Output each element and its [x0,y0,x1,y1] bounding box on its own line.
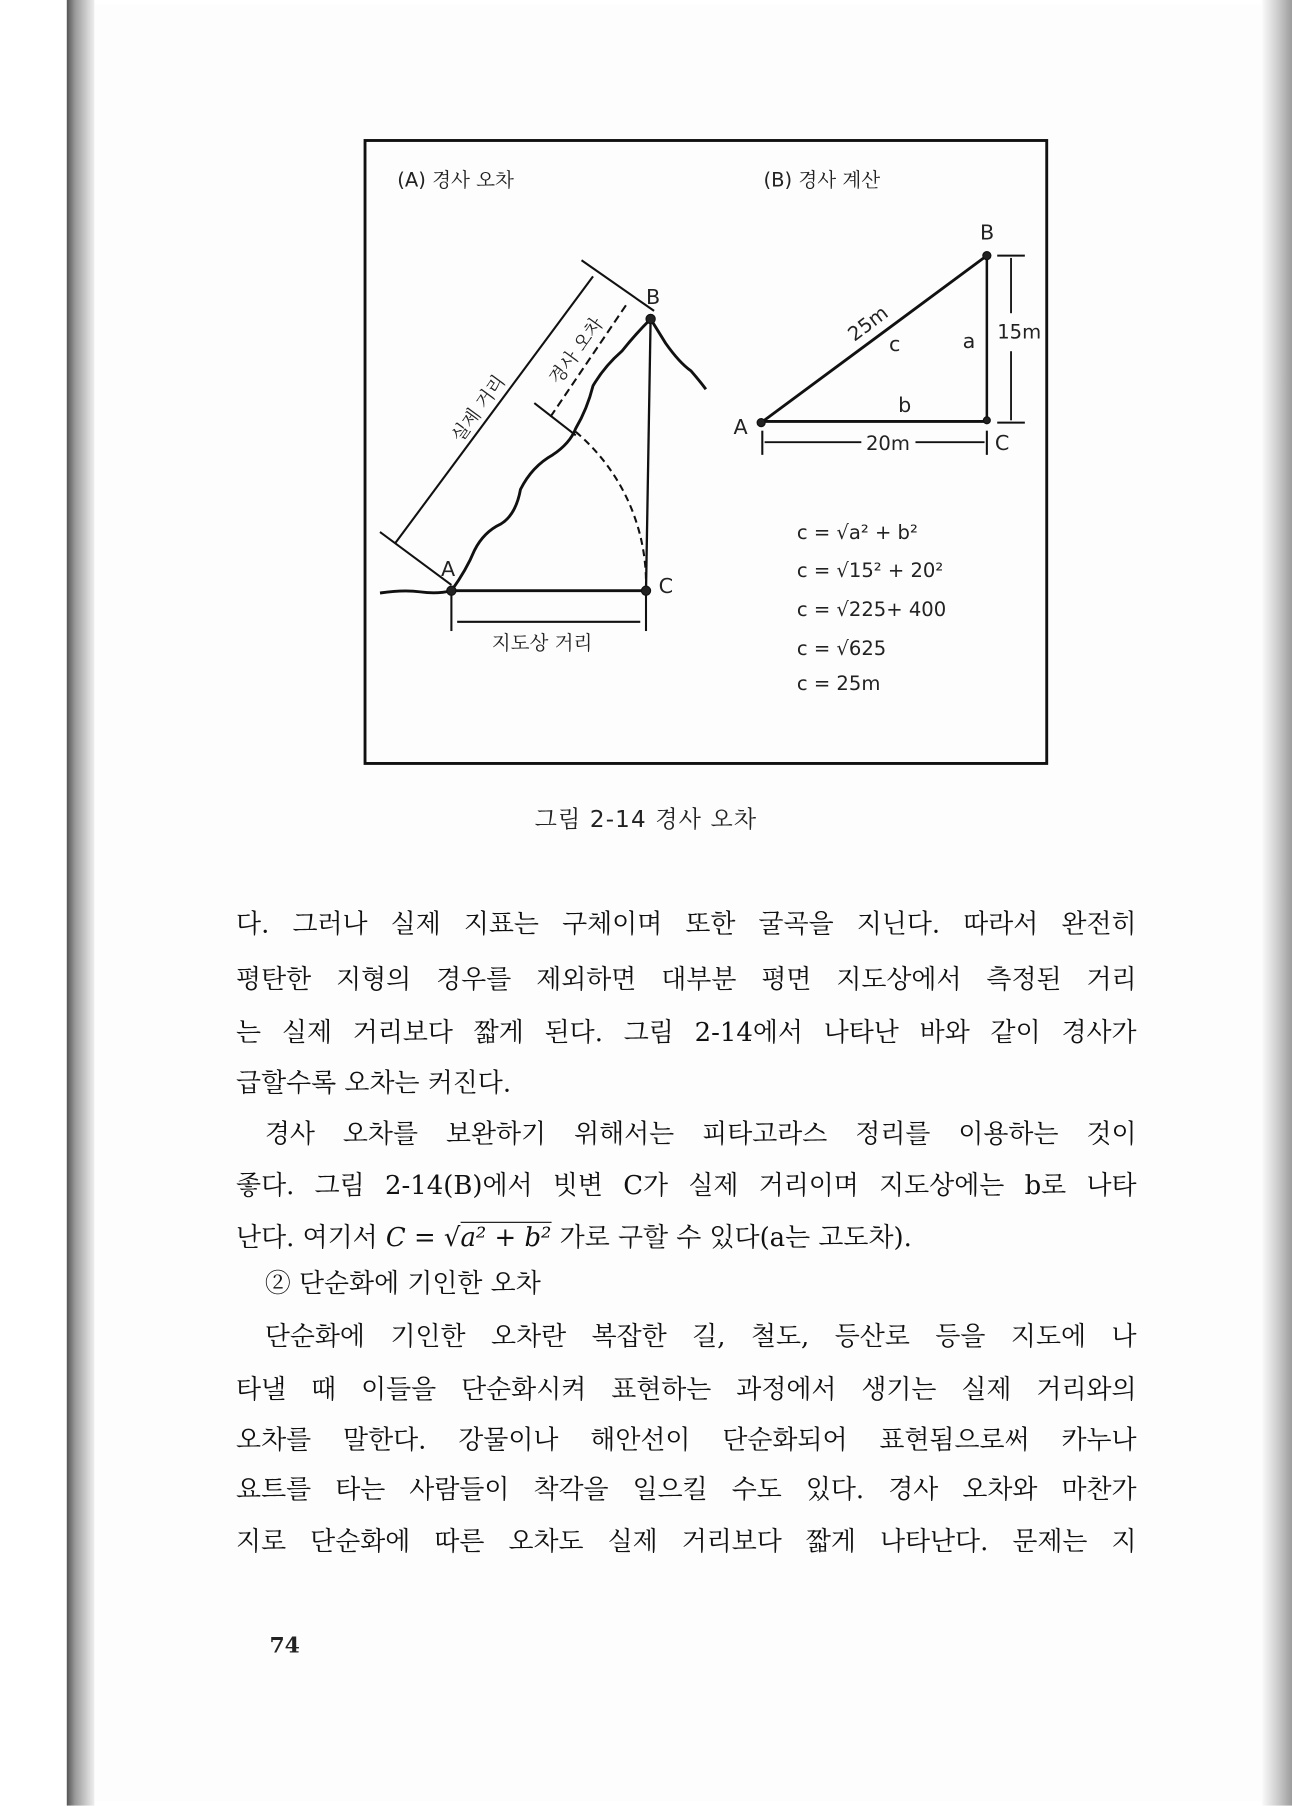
real-distance-label: 실제 거리 [447,371,510,447]
side-b-label: b [898,393,912,418]
formula-radicand: a² + b² [460,1222,552,1253]
projection-arc [576,432,646,582]
body-line: 타낼 때 이들을 단순화시켜 표현하는 과정에서 생기는 실제 거리와의 [236,1374,1137,1405]
b-point-a-label: A [733,415,748,440]
panel-a-diagram [380,260,706,631]
formula-body-line [236,1219,1136,1256]
body-line: 오차를 말한다. 강물이나 해안선이 단순화되어 표현됨으로써 카누나 [236,1425,1137,1456]
point-c-label: C [658,574,674,599]
page-number: 74 [269,1632,300,1659]
side-a-label: a [962,328,976,353]
body-line: 지로 단순화에 따른 오차도 실제 거리보다 짧게 나타난다. 문제는 지 [236,1526,1137,1557]
side-c-label: c [888,332,901,357]
formula-line: c = √15² + 20² [796,558,944,582]
b-point-b-label: B [979,220,995,245]
formula-line: c = √625 [796,637,887,661]
vertical-line-bc [646,319,651,591]
point-a-label: A [441,556,456,581]
body-line: 평탄한 지형의 경우를 제외하면 대부분 평면 지도상에서 측정된 거리 [236,964,1137,995]
figure-frame [365,140,1047,763]
body-line: 요트를 타는 사람들이 착각을 일으킬 수도 있다. 경사 오차와 마찬가 [236,1475,1137,1506]
formula-line: c = √a² + b² [796,520,918,544]
point-b-label: B [646,285,661,310]
formula-after: 가로 구할 수 있다(a는 고도차). [551,1222,912,1253]
real-distance-dim [395,276,593,543]
base-label: 20m [865,432,910,456]
height-label: 15m [997,320,1042,344]
body-line: 경사 오차를 보완하기 위해서는 피타고라스 정리를 이용하는 것이 [264,1119,1137,1150]
body-line: 좋다. 그림 2-14(B)에서 빗변 C가 실제 거리이며 지도상에는 b로 나타 [236,1171,1137,1202]
ground-line [380,591,451,593]
panel-b-title: (B) 경사 계산 [763,168,881,192]
formula-before: 난다. 여기서 [236,1222,386,1253]
map-distance-label: 지도상 거리 [491,631,593,655]
figure-caption: 그림 2-14 경사 오차 [534,804,758,833]
slope-error-label: 경사 오차 [545,314,608,389]
body-line: 다. 그러나 실제 지표는 구체이며 또한 굴곡을 지닌다. 따라서 완전히 [236,909,1137,940]
body-line: 단순화에 기인한 오차란 복잡한 길, 철도, 등산로 등을 지도에 나 [264,1321,1137,1352]
body-line: 급할수록 오차는 커진다. [236,1068,512,1099]
panel-a-title: (A) 경사 오차 [397,168,514,192]
formula-line: c = 25m [796,671,881,695]
hypotenuse-length: 25m [843,301,893,346]
b-point-c-label: C [994,431,1010,456]
formula-line: c = √225+ 400 [796,598,947,622]
section-heading: ② 단순화에 기인한 오차 [264,1268,541,1299]
body-line: 는 실제 거리보다 짧게 된다. 그림 2-14에서 나타난 바와 같이 경사가 [236,1017,1137,1048]
formula-list [797,521,946,695]
sqrt-sign: √ [443,1222,461,1253]
formula-lhs: C = [385,1222,444,1253]
